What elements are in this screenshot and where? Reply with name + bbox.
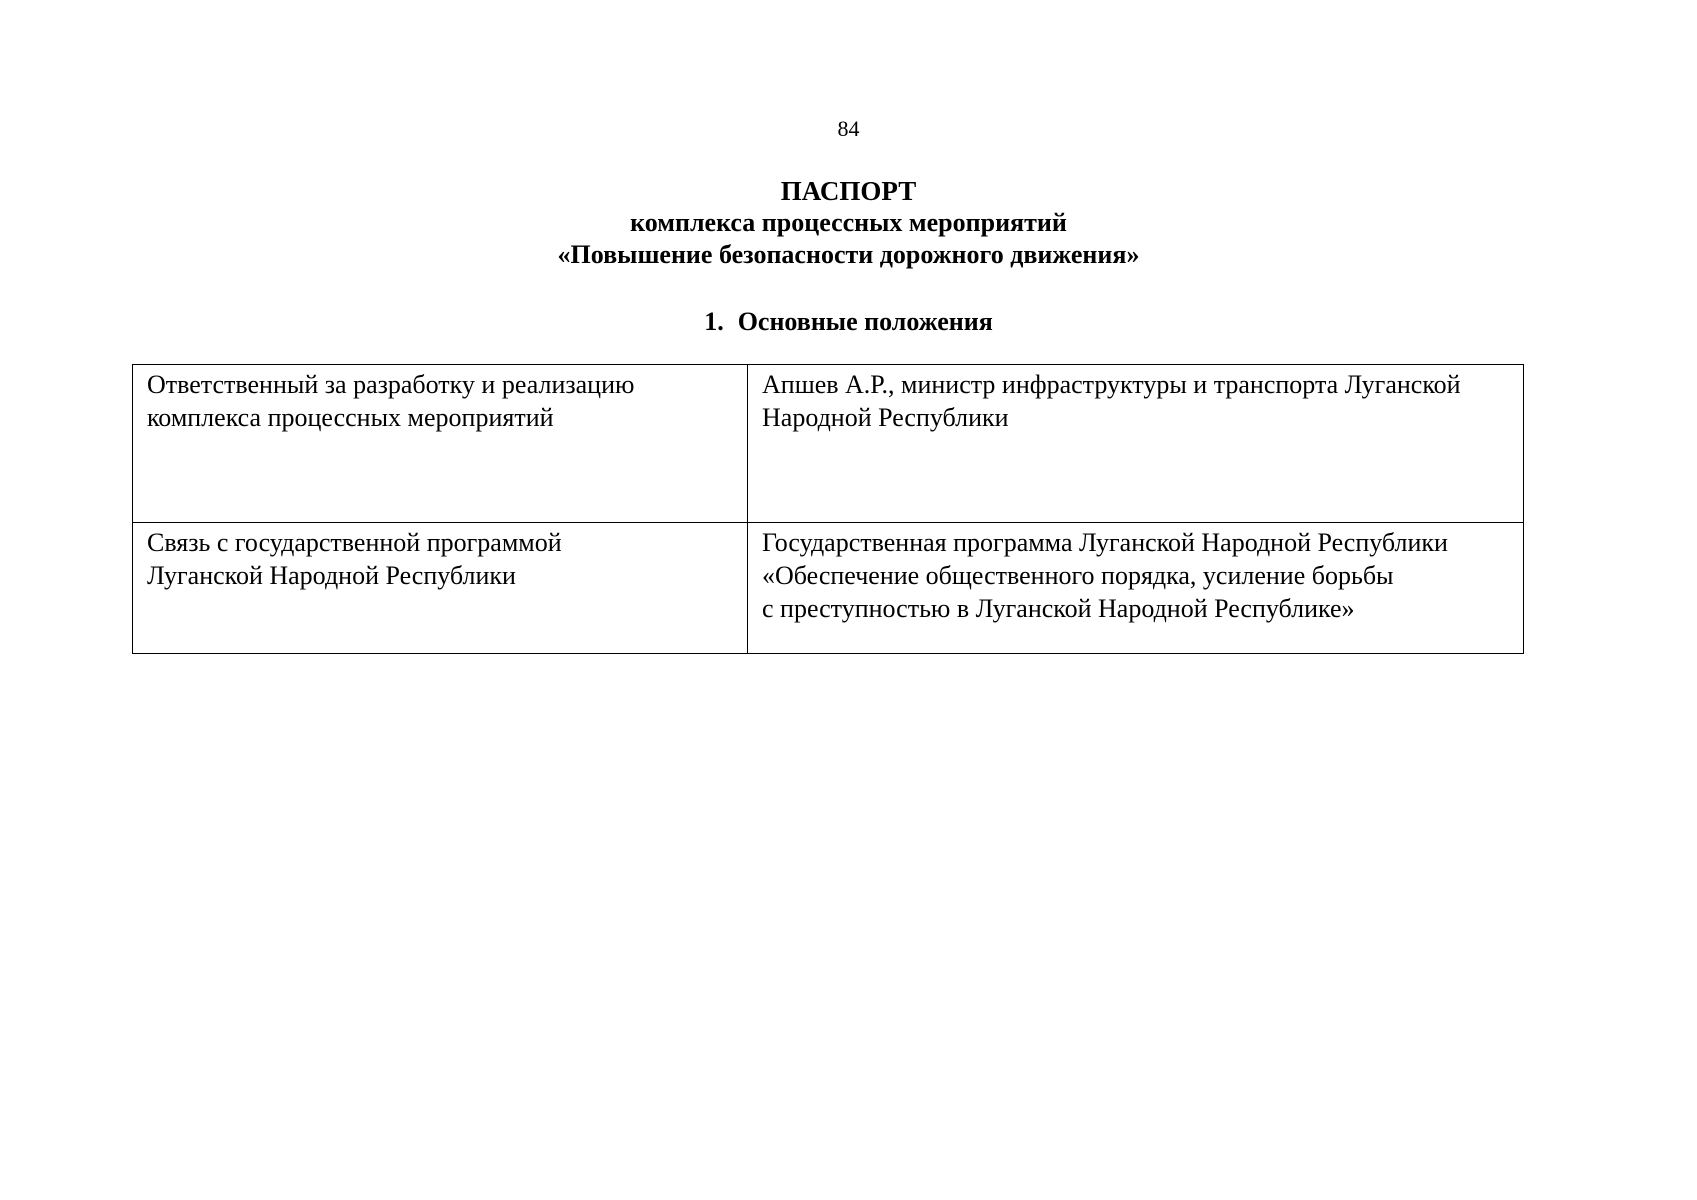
title-subtitle-line-2: «Повышение безопасности дорожного движения»: [557, 240, 1140, 269]
table-row: [133, 365, 1524, 523]
document-title: [0, 175, 1697, 271]
table-row: [133, 523, 1524, 654]
title-main: ПАСПОРТ: [780, 176, 917, 206]
section-title: Основные положения: [737, 307, 993, 336]
table-cell-value: Государственная программа Луганской Народной Республики «Обеспечение общественного порядка, усиление борьбы с преступностью в Луганской Народной Республике»: [748, 523, 1524, 654]
section-heading: [0, 306, 1697, 338]
table-cell-label: Связь с государственной программой Луганской Народной Республики: [133, 523, 748, 654]
table-cell-value: Апшев А.Р., министр инфраструктуры и транспорта Луганской Народной Республики: [748, 365, 1524, 523]
passport-table: [132, 364, 1524, 654]
title-subtitle-line-1: комплекса процессных мероприятий: [630, 208, 1067, 237]
section-number: 1.: [704, 307, 724, 336]
table-cell-label: Ответственный за разработку и реализацию комплекса процессных мероприятий: [133, 365, 748, 523]
page-number: 84: [837, 116, 860, 141]
